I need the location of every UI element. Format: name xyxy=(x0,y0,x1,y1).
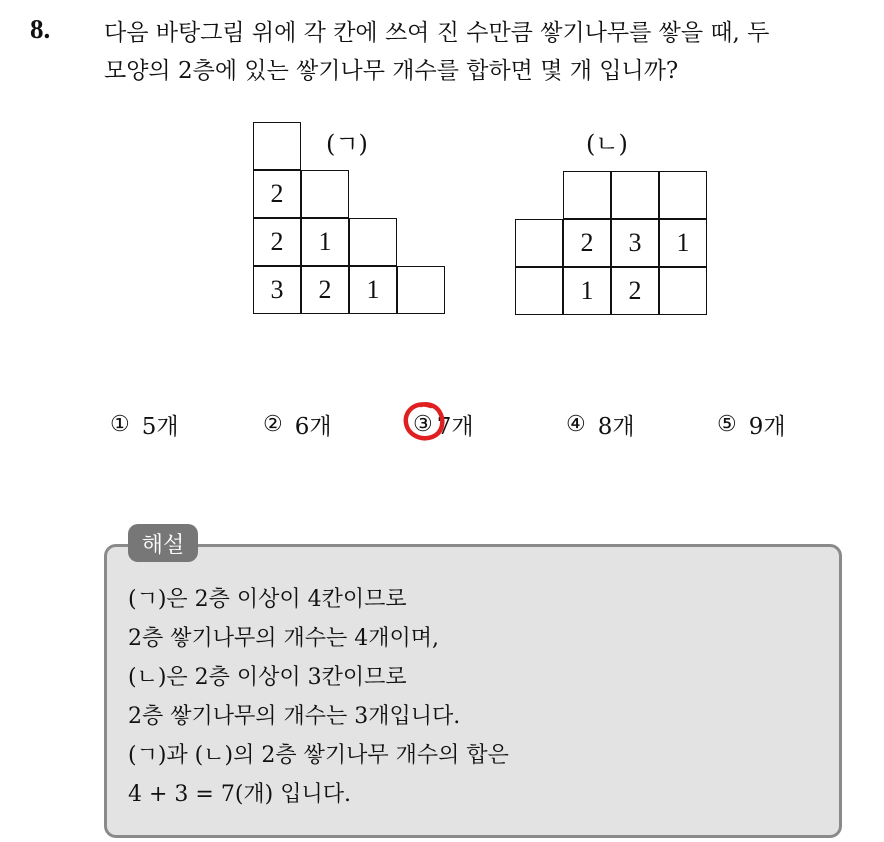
figure-b-cell xyxy=(515,219,563,267)
explanation-line-6: 4 + 3 = 7(개) 입니다. xyxy=(128,782,351,807)
option-3-number: ③ xyxy=(413,411,433,437)
question-text-line-2: 모양의 2층에 있는 쌓기나무 개수를 합하면 몇 개 입니까? xyxy=(104,58,679,84)
figure-b-cell: 2 xyxy=(563,219,611,267)
figure-a-cell xyxy=(349,218,397,266)
question-number: 8. xyxy=(30,14,51,44)
figure-b-cell: 2 xyxy=(611,267,659,315)
option-2-number: ② xyxy=(263,411,283,437)
explanation-line-5: (ㄱ)과 (ㄴ)의 2층 쌓기나무 개수의 합은 xyxy=(128,743,509,768)
figure-a-cell: 2 xyxy=(253,170,301,218)
figure-b-cell xyxy=(563,171,611,219)
option-1[interactable] xyxy=(110,404,179,444)
figure-b-cell: 1 xyxy=(659,219,707,267)
figure-b-cell: 3 xyxy=(611,219,659,267)
figure-a-cell: 2 xyxy=(301,266,349,314)
figure-b-cell xyxy=(611,171,659,219)
figure-a-cell: 1 xyxy=(349,266,397,314)
figure-b-label: (ㄴ) xyxy=(586,130,628,158)
option-4-number: ④ xyxy=(566,411,586,437)
figure-a-cell xyxy=(253,122,301,170)
option-5[interactable] xyxy=(717,404,786,444)
explanation-line-3: (ㄴ)은 2층 이상이 3칸이므로 xyxy=(128,665,407,690)
explanation-line-4: 2층 쌓기나무의 개수는 3개입니다. xyxy=(128,704,461,729)
question-text-line-1: 다음 바탕그림 위에 각 칸에 쓰여 진 수만큼 쌓기나무를 쌓을 때, 두 xyxy=(104,20,770,46)
figure-b-cell xyxy=(659,171,707,219)
explanation-line-1: (ㄱ)은 2층 이상이 4칸이므로 xyxy=(128,587,407,612)
option-3-text: 7개 xyxy=(436,413,474,440)
figure-a-cell: 1 xyxy=(301,218,349,266)
figure-b-cell xyxy=(659,267,707,315)
option-2[interactable] xyxy=(263,404,332,444)
option-1-text: 5개 xyxy=(141,413,179,440)
option-1-number: ① xyxy=(110,411,130,437)
answer-circle-mark xyxy=(401,398,447,444)
option-5-number: ⑤ xyxy=(717,411,737,437)
figure-b-cell: 1 xyxy=(563,267,611,315)
figure-a-cell: 2 xyxy=(253,218,301,266)
figure-a-cell xyxy=(397,266,445,314)
explanation-tag: 해설 xyxy=(128,524,198,562)
figure-a-cell xyxy=(301,170,349,218)
figure-a-cell: 3 xyxy=(253,266,301,314)
figure-b-cell xyxy=(515,267,563,315)
option-2-text: 6개 xyxy=(294,413,332,440)
figure-a-label: (ㄱ) xyxy=(326,130,368,158)
explanation-line-2: 2층 쌓기나무의 개수는 4개이며, xyxy=(128,626,439,651)
option-4-text: 8개 xyxy=(597,413,635,440)
option-4[interactable] xyxy=(566,404,635,444)
option-5-text: 9개 xyxy=(748,413,786,440)
